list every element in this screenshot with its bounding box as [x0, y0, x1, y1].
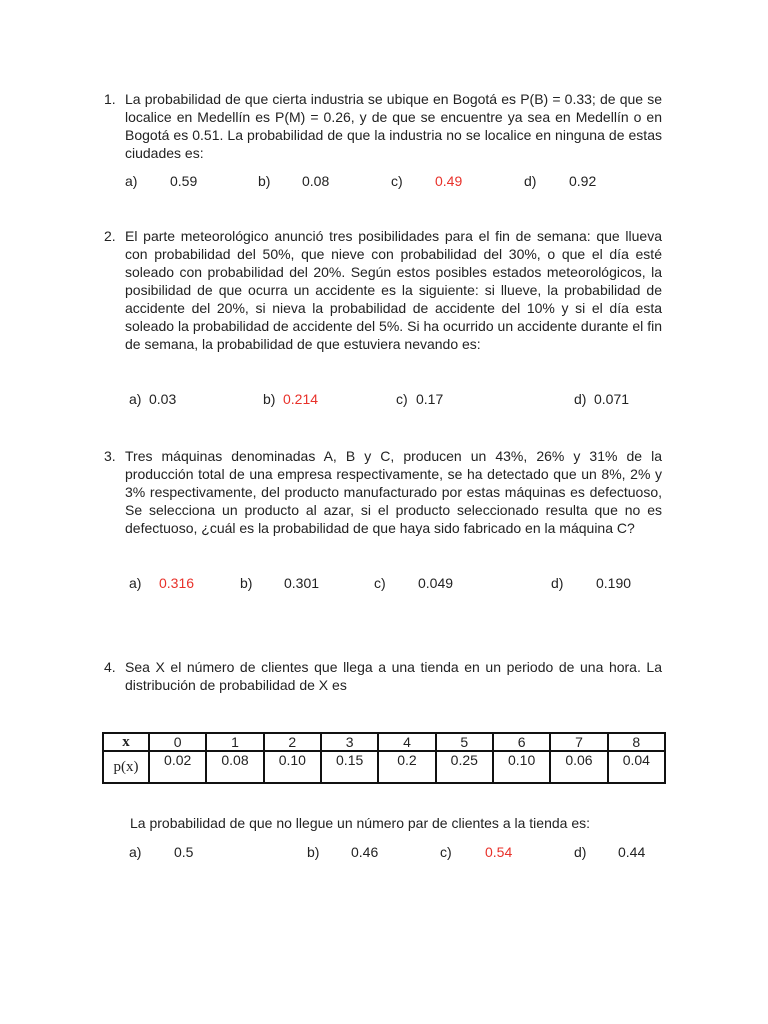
question-text: Tres máquinas denominadas A, B y C, producen un 43%, 26% y 31% de la producción total de una empresa respectivamente, se ha detectado que un 8%, 2% y 3% respectivamente, del producto manufacturado por estas máquinas es defectuoso, Se selecciona un producto al azar, si el producto seleccionado resulta que no es defectuoso, ¿cuál es la probabilidad de que haya sido fabricado en la máquina C? — [125, 448, 662, 536]
probability-distribution-table — [102, 732, 666, 784]
p-cell: 0.06 — [550, 751, 607, 783]
table-row-x — [103, 733, 665, 751]
p-cell: 0.15 — [321, 751, 378, 783]
x-cell: 0 — [149, 733, 206, 751]
option-letter: d) — [524, 173, 537, 189]
option-letter: a) — [129, 844, 142, 860]
p-cell: 0.10 — [264, 751, 321, 783]
option-letter: b) — [263, 391, 276, 407]
option-letter: c) — [440, 844, 452, 860]
option-letter: a) — [129, 575, 142, 591]
option-value: 0.44 — [618, 844, 646, 860]
option-value: 0.5 — [174, 844, 194, 860]
question-3 — [104, 447, 662, 537]
option-value: 0.071 — [594, 391, 630, 407]
question-text: Sea X el número de clientes que llega a una tienda en un periodo de una hora. La distribución de probabilidad de X es — [125, 659, 662, 693]
option-value: 0.17 — [416, 391, 444, 407]
question-1 — [104, 90, 662, 162]
option-letter: b) — [240, 575, 253, 591]
table-row-p — [103, 751, 665, 783]
option-letter: a) — [129, 391, 142, 407]
option-letter: a) — [125, 173, 138, 189]
option-letter: d) — [551, 575, 564, 591]
option-letter: c) — [396, 391, 408, 407]
p-cell: 0.04 — [608, 751, 665, 783]
correct-option-value: 0.49 — [435, 173, 463, 189]
question-4 — [104, 658, 662, 694]
p-header-cell: p(x) — [103, 751, 149, 783]
x-cell: 6 — [493, 733, 550, 751]
x-cell: 8 — [608, 733, 665, 751]
x-cell: 2 — [264, 733, 321, 751]
option-value: 0.46 — [351, 844, 379, 860]
question-text: El parte meteorológico anunció tres posibilidades para el fin de semana: que llueva con probabilidad del 50%, que nieve con probabilidad del 30%, o que el día esté soleado con probabilidad del 20%. Según estos posibles estados meteorológicos, la posibilidad de que ocurra un accidente es la siguiente: si llueve, la probabilidad de accidente del 20%, si nieva la probabilidad de accidente del 10% y si el día esta soleado la probabilidad de accidente del 5%. Si ha ocurrido un accidente durante el fin de semana, la probabilidad de que estuviera nevando es: — [125, 228, 662, 352]
option-value: 0.03 — [149, 391, 177, 407]
correct-option-value: 0.54 — [485, 844, 513, 860]
option-value: 0.92 — [569, 173, 597, 189]
question-4-options — [0, 843, 768, 861]
p-cell: 0.25 — [436, 751, 493, 783]
option-letter: d) — [574, 391, 587, 407]
question-number: 4. — [104, 659, 116, 675]
p-cell: 0.2 — [378, 751, 435, 783]
option-letter: d) — [574, 844, 587, 860]
question-number: 2. — [104, 228, 116, 244]
option-value: 0.59 — [170, 173, 198, 189]
question-4-prompt: La probabilidad de que no llegue un número par de clientes a la tienda es: — [130, 815, 590, 831]
question-text: La probabilidad de que cierta industria se ubique en Bogotá es P(B) = 0.33; de que se localice en Medellín es P(M) = 0.26, y de que se encuentre ya sea en Medellín o en Bogotá es 0.51. La probabilidad de que la industria no se localice en ninguna de estas ciudades es: — [125, 91, 662, 161]
option-letter: b) — [307, 844, 320, 860]
option-value: 0.08 — [302, 173, 330, 189]
p-cell: 0.08 — [206, 751, 263, 783]
option-letter: b) — [258, 173, 271, 189]
option-letter: c) — [391, 173, 403, 189]
option-letter: c) — [374, 575, 386, 591]
question-number: 3. — [104, 448, 116, 464]
question-1-options — [0, 172, 768, 190]
correct-option-value: 0.316 — [159, 575, 195, 591]
option-value: 0.190 — [596, 575, 632, 591]
x-cell: 7 — [550, 733, 607, 751]
x-cell: 4 — [378, 733, 435, 751]
question-number: 1. — [104, 91, 116, 107]
x-cell: 3 — [321, 733, 378, 751]
question-3-options — [0, 574, 768, 592]
correct-option-value: 0.214 — [283, 391, 319, 407]
p-cell: 0.10 — [493, 751, 550, 783]
x-cell: 5 — [436, 733, 493, 751]
option-value: 0.049 — [418, 575, 454, 591]
x-cell: 1 — [206, 733, 263, 751]
question-2 — [104, 227, 662, 353]
question-2-options — [0, 390, 768, 408]
option-value: 0.301 — [284, 575, 320, 591]
x-header-cell: x — [103, 733, 149, 751]
p-cell: 0.02 — [149, 751, 206, 783]
